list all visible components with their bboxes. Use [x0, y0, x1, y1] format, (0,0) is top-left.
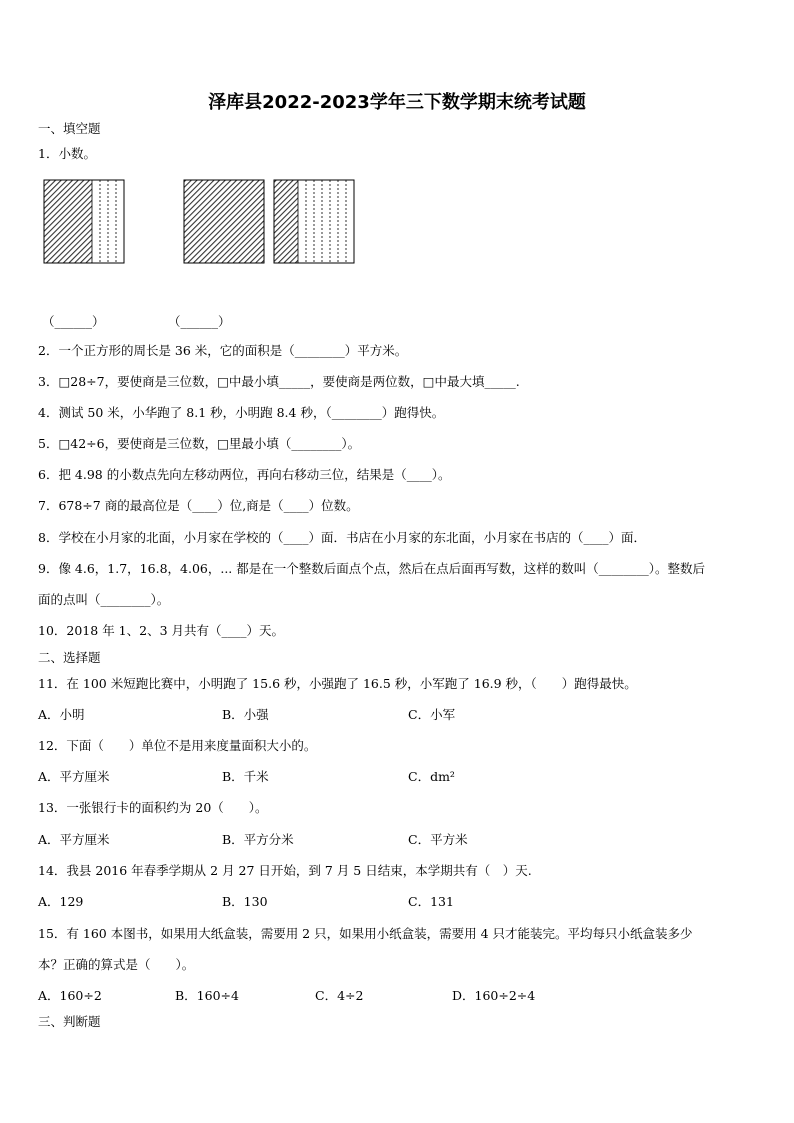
section-true-false: 三、判断题: [38, 1014, 101, 1029]
q14-option-b: B．130: [222, 894, 268, 909]
q12-option-a: A．平方厘米: [38, 769, 110, 784]
q11-option-c: C．小军: [408, 707, 456, 722]
grid-middle: [184, 180, 264, 263]
question-15-line-2: 本？正确的算式是（ ）。: [38, 957, 195, 972]
grid-right: [274, 180, 354, 263]
q13-option-b: B．平方分米: [222, 832, 294, 847]
decimal-grid-figure: [40, 178, 360, 268]
question-8: 8．学校在小月家的北面，小月家在学校的（____）面．书店在小月家的东北面，小月家在书店的（____）面．: [38, 530, 646, 545]
q11-option-a: A．小明: [38, 707, 85, 722]
q1-blank-1: （______）: [42, 314, 105, 329]
question-10: 10．2018 年 1、2、3 月共有（____）天。: [38, 623, 284, 638]
question-7: 7．678÷7 商的最高位是（____）位,商是（____）位数。: [38, 498, 359, 513]
q14-option-c: C．131: [408, 894, 454, 909]
question-5: 5．□42÷6，要使商是三位数，□里最小填（________）。: [38, 436, 361, 451]
q15-option-c: C．4÷2: [315, 988, 364, 1003]
q11-option-b: B．小强: [222, 707, 269, 722]
question-13: 13．一张银行卡的面积约为 20（ ）。: [38, 800, 268, 815]
q15-option-b: B．160÷4: [175, 988, 239, 1003]
question-14: 14．我县 2016 年春季学期从 2 月 27 日开始，到 7 月 5 日结束，本学期共有（ ）天.: [38, 863, 532, 878]
question-1: 1．小数。: [38, 146, 96, 161]
q12-option-b: B．千米: [222, 769, 269, 784]
question-12: 12．下面（ ）单位不是用来度量面积大小的。: [38, 738, 317, 753]
question-2: 2．一个正方形的周长是 36 米，它的面积是（________）平方米。: [38, 343, 408, 358]
q13-option-a: A．平方厘米: [38, 832, 110, 847]
section-fill-in: 一、填空题: [38, 121, 101, 136]
question-9-line-2: 面的点叫（________）。: [38, 592, 170, 607]
exam-title: 泽库县2022-2023学年三下数学期末统考试题: [208, 92, 586, 113]
question-6: 6．把 4.98 的小数点先向左移动两位，再向右移动三位，结果是（____）。: [38, 467, 451, 482]
question-15-line-1: 15．有 160 本图书，如果用大纸盒装，需要用 2 只，如果用小纸盒装，需要用 4 只才能装完。平均每只小纸盒装多少: [38, 926, 693, 941]
section-multiple-choice: 二、选择题: [38, 650, 101, 665]
q15-option-d: D．160÷2÷4: [452, 988, 536, 1003]
grid-left: [44, 180, 124, 263]
q1-blank-2: （______）: [168, 314, 231, 329]
question-3: 3．□28÷7，要使商是三位数，□中最小填_____，要使商是两位数，□中最大填_____.: [38, 374, 520, 389]
question-11: 11．在 100 米短跑比赛中，小明跑了 15.6 秒，小强跑了 16.5 秒，小军跑了 16.9 秒，（ ）跑得最快。: [38, 676, 637, 691]
q12-option-c: C．dm²: [408, 769, 455, 784]
question-4: 4．测试 50 米，小华跑了 8.1 秒，小明跑 8.4 秒，（________）跑得快。: [38, 405, 445, 420]
q15-option-a: A．160÷2: [38, 988, 102, 1003]
q14-option-a: A．129: [38, 894, 84, 909]
q13-option-c: C．平方米: [408, 832, 468, 847]
question-9-line-1: 9．像 4.6，1.7，16.8，4.06，... 都是在一个整数后面点个点，然后在点后面再写数，这样的数叫（________）。整数后: [38, 561, 705, 576]
